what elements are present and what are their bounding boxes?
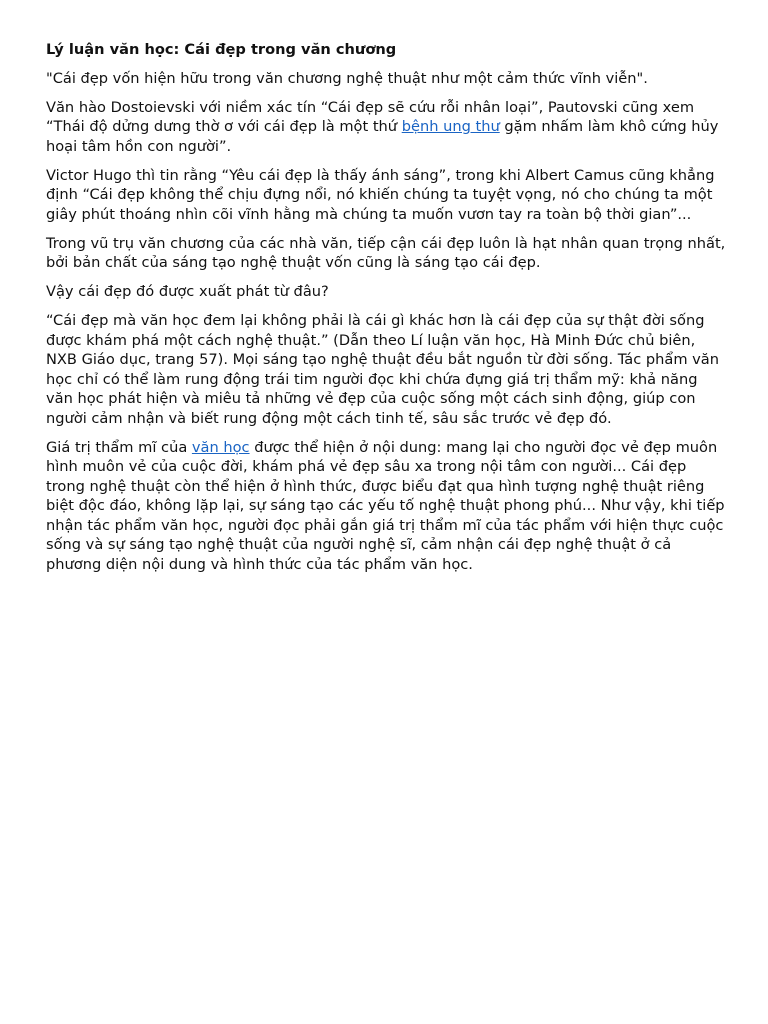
paragraph-question: Vậy cái đẹp đó được xuất phát từ đâu? <box>46 283 329 300</box>
link-van-hoc[interactable]: văn học <box>191 438 250 456</box>
paragraph-cai-dep-van-hoc: “Cái đẹp mà văn học đem lại không phải là cái gì khác hơn là cái đẹp của sự thật đời sống được khám phá một cách nghệ thuật.” (Dẫn theo Lí luận văn học, Hà Minh Đức chủ biên, NXB Giáo dục, trang 57). Mọi sáng tạo nghệ thuật đều bắt nguồn từ đời sống. Tác phẩm văn học chỉ có thể làm rung động trái tim người đọc khi chứa đựng giá trị thẩm mỹ: khả năng văn học phát hiện và miêu tả những vẻ đẹp của cuộc sống một cách sinh động, giúp con người cảm nhận và biết rung động một cách tinh tế, sâu sắc trước vẻ đẹp đó. <box>46 312 720 427</box>
paragraph-text: Văn hào Dostoievski với niềm xác tín “Cái đẹp sẽ cứu rỗi nhân loại”, Pautovski cũng xem “Thái độ dửng dưng thờ ơ với cái đẹp là một thứ <box>46 98 695 135</box>
paragraph-text: được thể hiện ở nội dung: mang lại cho người đọc vẻ đẹp muôn hình muôn vẻ của cuộc đời, khám phá vẻ đẹp sâu xa trong nội tâm con người... Cái đẹp trong nghệ thuật còn thể hiện ở hình thức, được biểu đạt qua hình tượng nghệ thuật riêng biệt độc đáo, không lặp lại, sự sáng tạo các yếu tố nghệ thuật phong phú... Như vậy, khi tiếp nhận tác phẩm văn học, người đọc phải gắn giá trị thẩm mĩ của tác phẩm với hiện thực cuộc sống và sự sáng tạo nghệ thuật của người nghệ sĩ, cảm nhận cái đẹp nghệ thuật ở cả phương diện nội dung và hình thức của tác phẩm văn học. <box>46 438 725 573</box>
paragraph-vu-tru-van-chuong: Trong vũ trụ văn chương của các nhà văn, tiếp cận cái đẹp luôn là hạt nhân quan trọng nhất, bởi bản chất của sáng tạo nghệ thuật vốn cũng là sáng tạo cái đẹp. <box>46 234 726 271</box>
article-title: Lý luận văn học: Cái đẹp trong văn chương <box>46 41 397 58</box>
paragraph-text: gặm nhấm làm khô cứng hủy hoại tâm hồn con người”. <box>46 118 719 155</box>
paragraph-gia-tri-tham-mi <box>46 438 726 575</box>
article-body <box>46 40 726 584</box>
link-benh-ung-thu[interactable]: bệnh ung thư <box>401 118 500 135</box>
paragraph-text: Giá trị thẩm mĩ của <box>46 438 192 456</box>
paragraph-quote-intro: "Cái đẹp vốn hiện hữu trong văn chương nghệ thuật như một cảm thức vĩnh viễn". <box>46 69 648 87</box>
paragraph-victor-hugo: Victor Hugo thì tin rằng “Yêu cái đẹp là thấy ánh sáng”, trong khi Albert Camus cũng khẳng định “Cái đẹp không thể chịu đựng nổi, nó khiến chúng ta tuyệt vọng, nó cho chúng ta một giây phút thoáng nhìn cõi vĩnh hằng mà chúng ta muốn vươn tay ra toàn bộ thời gian”... <box>46 166 715 223</box>
paragraph-dostoievski <box>46 98 726 157</box>
